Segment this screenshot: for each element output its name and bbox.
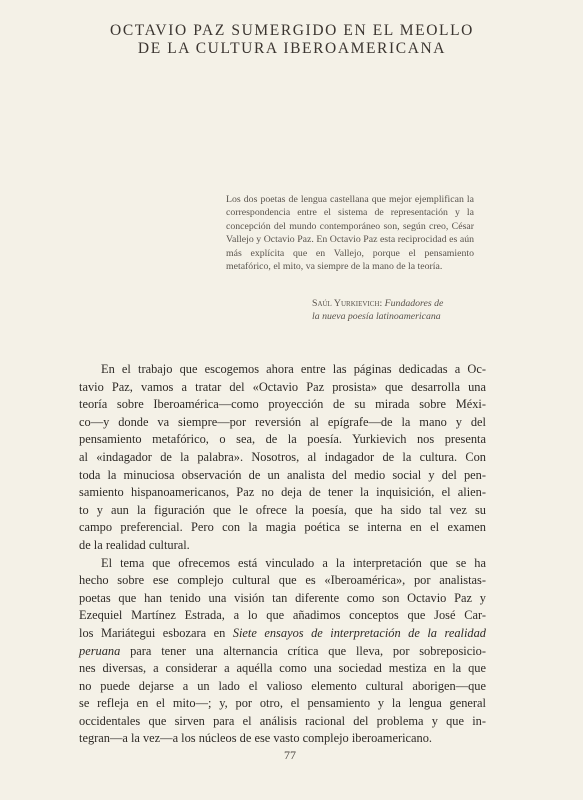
cited-book-title: Siete ensayos de interpretación de la realidad: [232, 625, 486, 640]
paragraph-2-line: poetas que han tenido una visión tan diferente como son Octavio Paz y: [79, 590, 486, 605]
paragraph-1-line: campo preferencial. Pero con la magia poética se interna en el examen: [79, 520, 486, 535]
paragraph-2-line: El tema que ofrecemos está vinculado a la interpretación que se ha: [101, 555, 486, 570]
body-text: [79, 361, 486, 748]
paragraph-2-line: occidentales que sirven para el análisis racional del problema y que in-: [79, 713, 486, 728]
paragraph-2-line: [79, 625, 486, 643]
title-line-1: OCTAVIO PAZ SUMERGIDO EN EL MEOLLO: [110, 22, 474, 39]
paragraph-1-line: pensamiento metafórico, o sea, de la poesía. Yurkievich nos presenta: [79, 432, 486, 447]
paragraph-1-line: toda la minuciosa observación de un analista del medio social y del pen-: [79, 467, 486, 482]
paragraph-1-line: En el trabajo que escogemos ahora entre las páginas dedicadas a Oc-: [101, 362, 486, 376]
epigraph-attribution: Saúl Yurkievich: Fundadores de la nueva poesía latinoamericana: [312, 298, 444, 323]
paragraph-1-line: tavio Paz, vamos a tratar del «Octavio Paz prosista» que desarrolla una: [79, 379, 486, 394]
epigraph-book-title-2: la nueva poesía latinoamericana: [312, 311, 441, 323]
paragraph-2-line: se refleja en el mito—; y, por otro, el pensamiento y la lengua general: [79, 696, 486, 711]
paragraph-2-line: nes diversas, a considerar a aquélla como una sociedad mestiza en la que: [79, 661, 486, 676]
paragraph-2-line: hecho sobre ese complejo cultural que es «Iberoamérica», por analistas-: [79, 573, 486, 588]
epigraph-book-title-1: Fundadores de: [384, 298, 444, 309]
paragraph-1-line: de la realidad cultural.: [79, 537, 190, 552]
paragraph-1-line: co—y donde va siempre—por reversión al epígrafe—de la mano y del: [79, 414, 486, 429]
cited-book-title-cont: peruana: [79, 643, 121, 658]
title-line-2: DE LA CULTURA IBEROAMERICANA: [137, 40, 447, 57]
epigraph-author: Saúl Yurkievich: [312, 298, 380, 309]
article-title: [92, 22, 492, 58]
paragraph-2-line: [79, 643, 486, 661]
paragraph-1-line: samiento hispanoamericanos, Paz no deja de tener la inquisición, el alien-: [79, 485, 486, 500]
paragraph-2-line: no puede dejarse a un lado el valioso elemento cultural aborigen—que: [79, 678, 486, 693]
paragraph-2-text: para tener una alternancia crítica que lleva, por sobreposicio-: [120, 643, 486, 658]
paragraph-1-line: to y aun la figuración que le ofrece la poesía, que ha sido tal vez su: [79, 502, 486, 517]
page-number: 77: [284, 748, 296, 762]
paragraph-2-line: Ezequiel Martínez Estrada, a lo que añadimos conceptos que José Car-: [79, 608, 486, 623]
paragraph-1-line: teoría sobre Iberoamérica—como proyección de su mirada sobre Méxi-: [79, 397, 486, 412]
epigraph-text: Los dos poetas de lengua castellana que mejor ejemplifican la correspondencia entre el sistema de representación y la concepción del mundo contemporáneo son, según creo, César Vallejo y Octavio Paz. En Octavio Paz esta reciprocidad es aún más explícita que en Vallejo, porque el pensamiento metafórico, el mito, va siempre de la mano de la teoría.: [226, 194, 474, 273]
paragraph-2-text: los Mariátegui esbozara en: [79, 625, 233, 640]
paragraph-1-line: al «indagador de la palabra». Nosotros, al indagador de la cultura. Con: [79, 449, 486, 464]
paragraph-2-line: tegran—a la vez—a los núcleos de ese vasto complejo iberoamericano.: [79, 731, 432, 746]
